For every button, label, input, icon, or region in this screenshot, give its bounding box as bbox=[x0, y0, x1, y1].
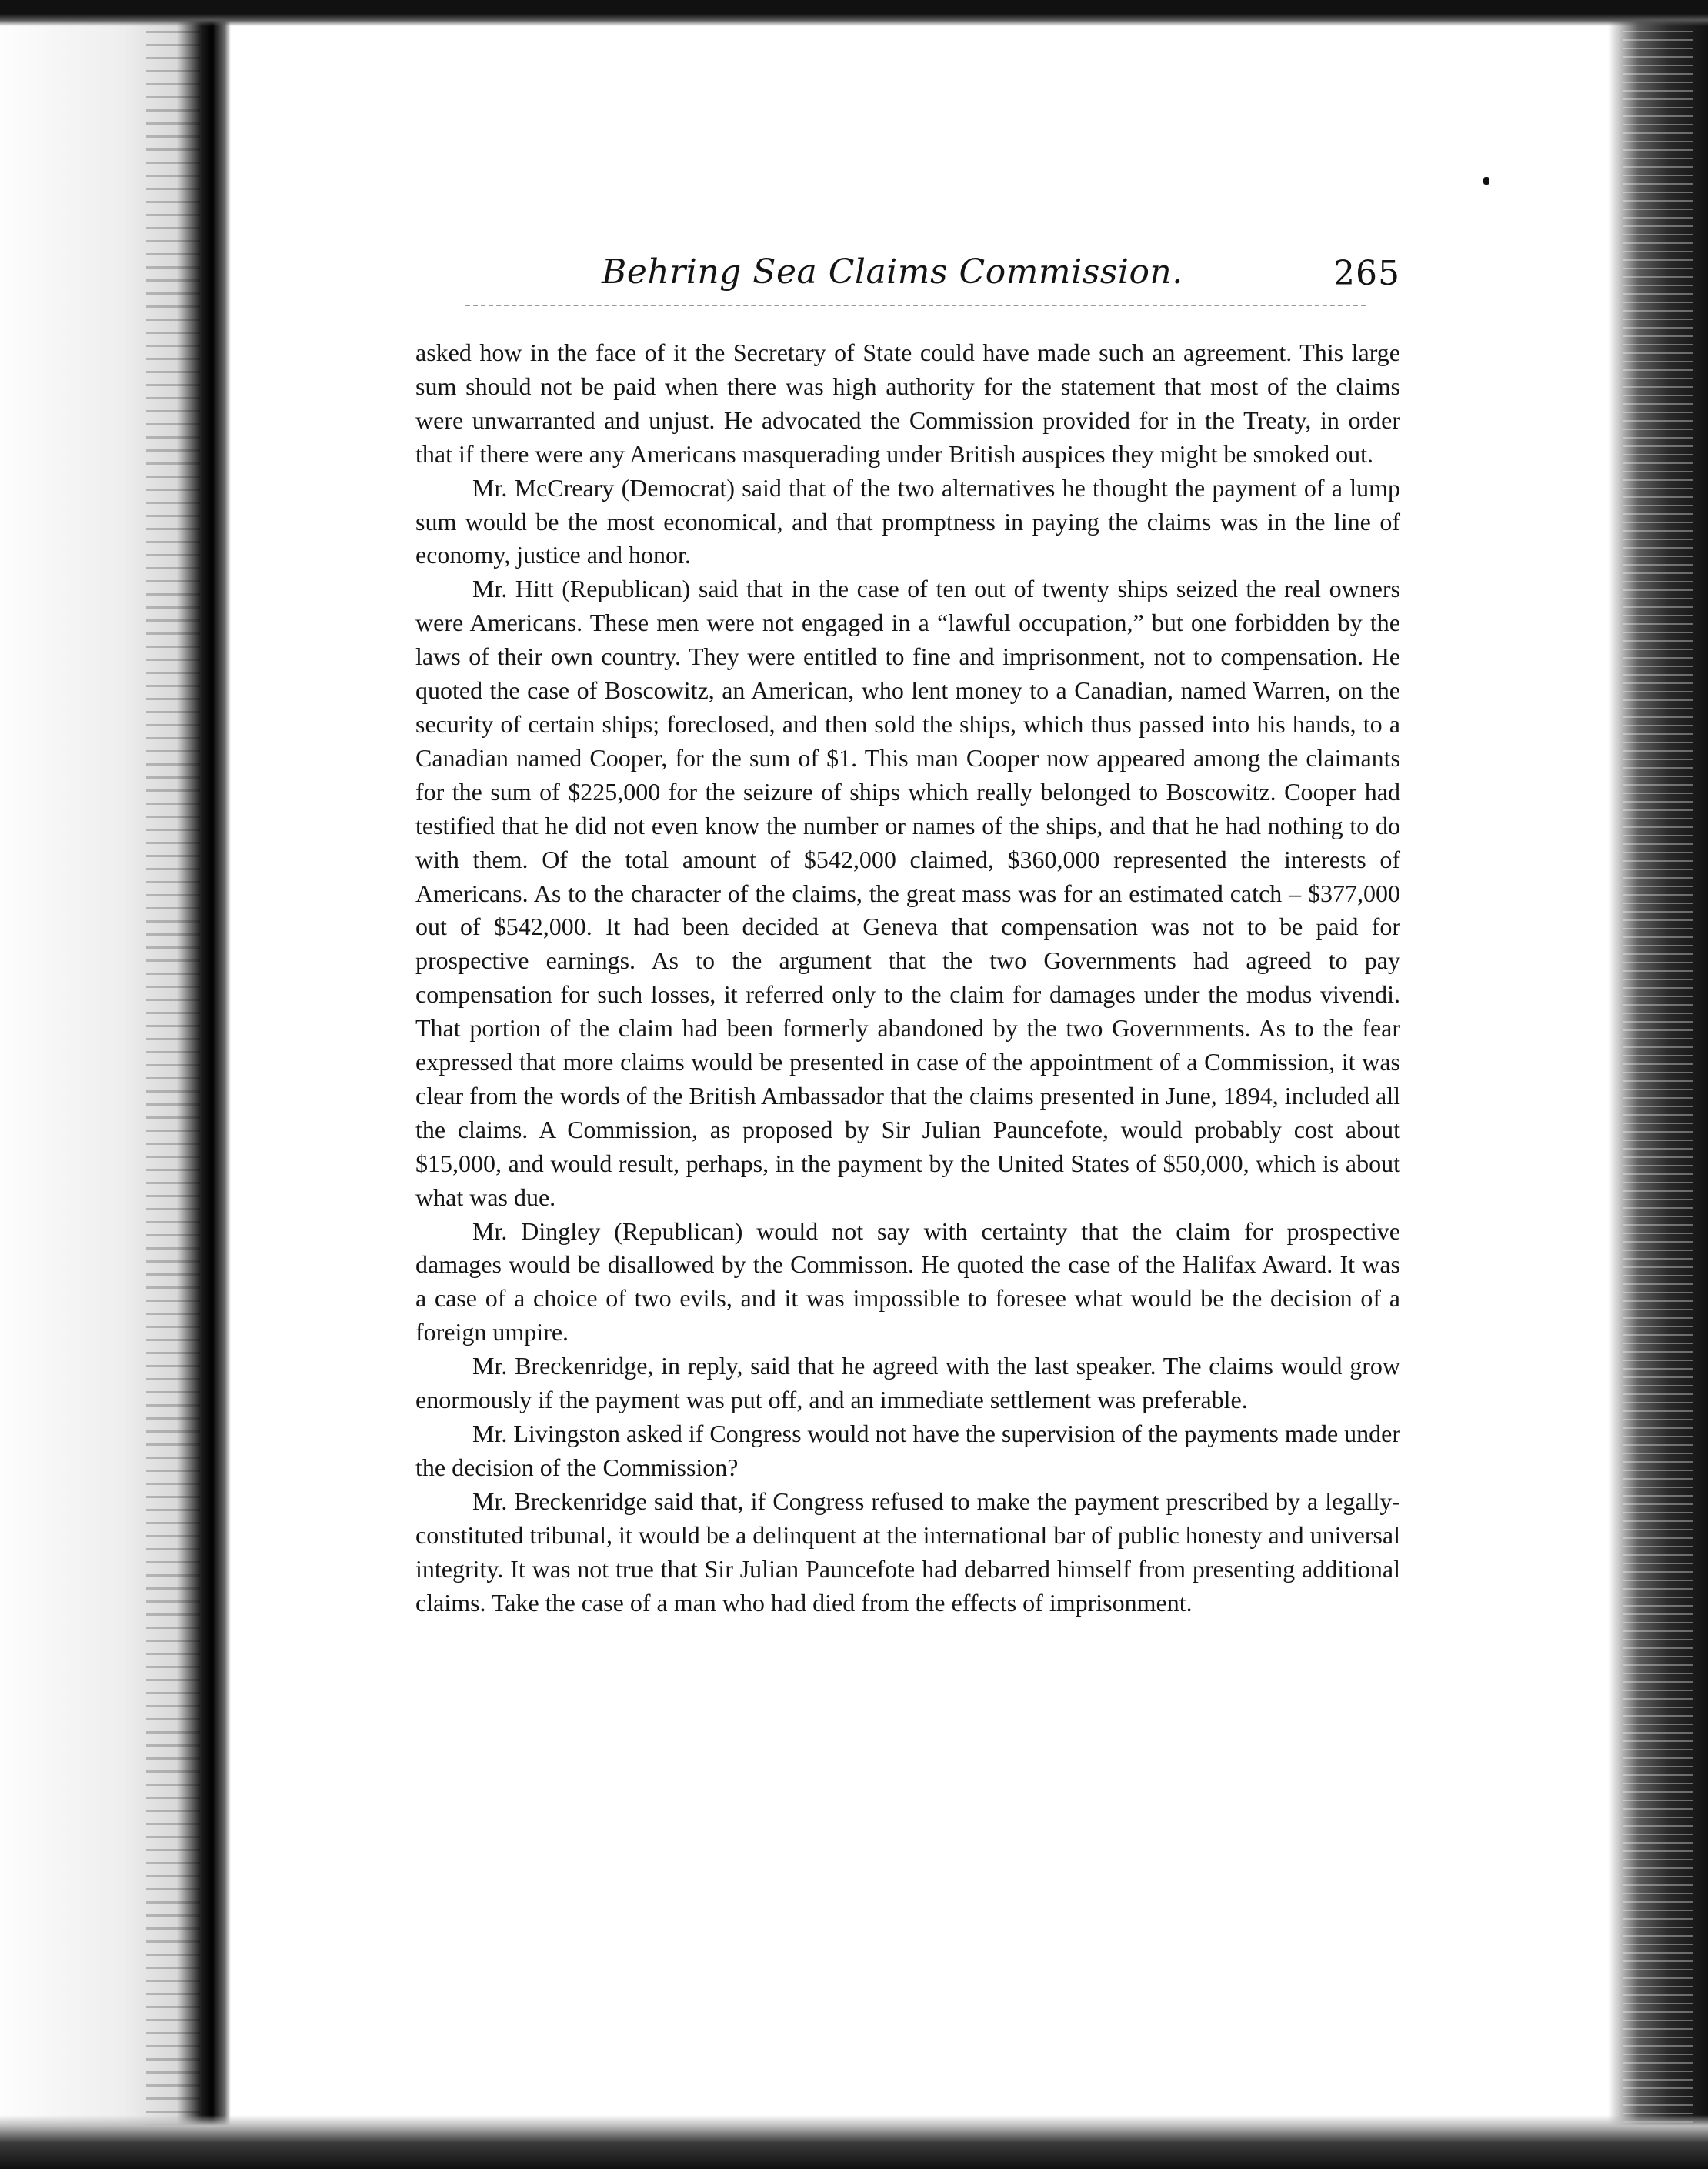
binding-shadow bbox=[146, 31, 200, 2154]
ink-speck bbox=[1483, 177, 1489, 185]
paragraph: Mr. Breckenridge, in reply, said that he agreed with the last speaker. The claims would grow enormously if the payment was put off, and an immediate settlement was preferable. bbox=[415, 1352, 1400, 1414]
running-title: Behring Sea Claims Commission. bbox=[602, 252, 1183, 292]
top-scan-edge bbox=[0, 0, 1708, 26]
page-number: 265 bbox=[1333, 254, 1400, 293]
paragraph: Mr. McCreary (Democrat) said that of the two alternatives he thought the payment of a lump sum would be the most economical, and that promptness in paying the claims was in the line of economy, justice and honor. bbox=[415, 473, 1400, 569]
paragraph: Mr. Dingley (Republican) would not say with certainty that the claim for prospective damages would be disallowed by the Commisson. He quoted the case of the Halifax Award. It was a case of a choice of two evils, and it was impossible to foresee what would be the decision of a foreign umpire. bbox=[415, 1216, 1400, 1346]
running-head bbox=[415, 252, 1400, 306]
paragraph: asked how in the face of it the Secretary of State could have made such an agreement. This large sum should not be paid when there was high authority for the statement that most of the claims were unwarranted and unjust. He advocated the Commission provided for in the Treaty, in order that if there were any Americans masquerading under British auspices they might be smoked out. bbox=[415, 339, 1400, 468]
body-text bbox=[415, 336, 1400, 1620]
header-rule bbox=[465, 305, 1366, 306]
right-edge-texture bbox=[1623, 31, 1693, 2154]
bottom-scan-edge bbox=[0, 2115, 1708, 2169]
paragraph: Mr. Livingston asked if Congress would not have the supervision of the payments made under the decision of the Commission? bbox=[415, 1420, 1401, 1481]
paragraph: Mr. Breckenridge said that, if Congress refused to make the payment prescribed by a legally-constituted tribunal, it would be a delinquent at the international bar of public honesty and universal integrity. It was not true that Sir Julian Pauncefote had debarred himself from presenting additional claims. Take the case of a man who had died from the effects of imprisonment. bbox=[415, 1487, 1400, 1617]
paragraph: Mr. Hitt (Republican) said that in the case of ten out of twenty ships seized the real owners were Americans. These men were not engaged in a “lawful occupation,” but one forbidden by the laws of their own country. They were entitled to fine and imprisonment, not to compensation. He quoted the case of Boscowitz, an American, who lent money to a Canadian, named Warren, on the security of certain ships; foreclosed, and then sold the ships, which thus passed into his hands, to a Canadian named Cooper, for the sum of $1. This man Cooper now appeared among the claimants for the sum of $225,000 for the seizure of ships which really belonged to Boscowitz. Cooper had testified that he did not even know the number or names of the ships, and that he had nothing to do with them. Of the total amount of $542,000 claimed, $360,000 represented the interests of Americans. As to the character of the claims, the great mass was for an estimated catch – $377,000 out of $542,000. It had been decided at Geneva that compensation was not to be paid for prospective earnings. As to the argument that the two Governments had agreed to pay compensation for such losses, it referred only to the claim for damages under the modus vivendi. That portion of the claim had been formerly abandoned by the two Governments. As to the fear expressed that more claims would be presented in case of the appointment of a Commission, it was clear from the words of the British Ambassador that the claims presented in June, 1894, included all the claims. A Commission, as proposed by Sir Julian Pauncefote, would probably cost about $15,000, and would result, perhaps, in the payment by the United States of $50,000, which is about what was due. bbox=[415, 575, 1400, 1211]
